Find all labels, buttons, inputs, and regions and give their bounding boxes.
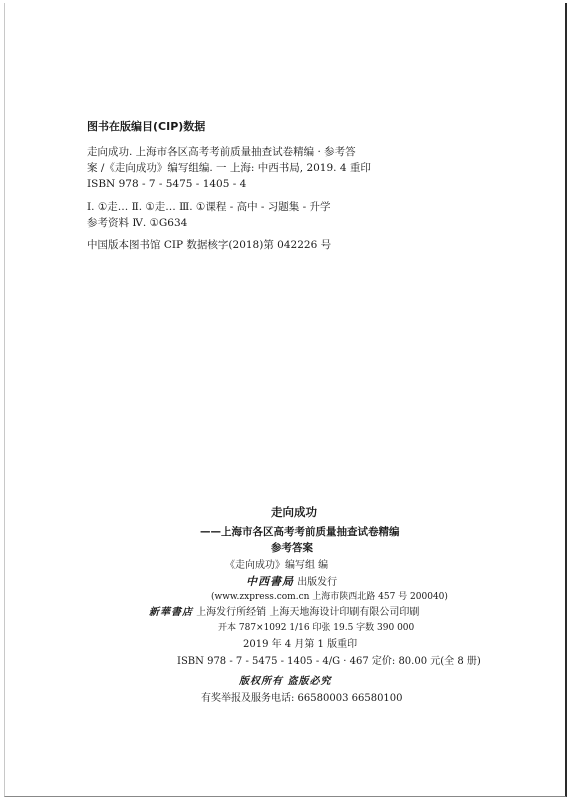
cip-isbn: ISBN 978 - 7 - 5475 - 1405 - 4 bbox=[87, 178, 247, 190]
publisher-logo: 中西書局 bbox=[246, 575, 294, 588]
cip-classification-1: I. ①走… Ⅱ. ①走… Ⅲ. ①课程 - 高中 - 习题集 - 升学 bbox=[87, 201, 331, 213]
cip-line-1: 走向成功. 上海市各区高考考前质量抽查试卷精编 · 参考答 bbox=[87, 146, 356, 158]
report-hotline: 有奖举报及服务电话: 66580003 66580100 bbox=[201, 693, 403, 704]
print-specs: 开本 787×1092 1/16 印张 19.5 字数 390 000 bbox=[218, 623, 415, 633]
rights-notice: 版权所有 盗版必究 bbox=[239, 676, 332, 687]
editor: 《走向成功》编写组 编 bbox=[225, 560, 329, 571]
distributor-line bbox=[149, 606, 419, 619]
cip-classification-2: 参考资料 Ⅳ. ①G634 bbox=[87, 217, 188, 229]
book-title: 走向成功 bbox=[271, 505, 317, 519]
distributor-text: 上海发行所经销 上海天地海设计印刷有限公司印刷 bbox=[196, 607, 420, 618]
isbn-price: ISBN 978 - 7 - 5475 - 1405 - 4/G · 467 定价: 80.00 元(全 8 册) bbox=[177, 656, 481, 667]
distributor-logo: 新華書店 bbox=[149, 607, 193, 618]
cip-line-2: 案 /《走向成功》编写组编. 一 上海: 中西书局, 2019. 4 重印 bbox=[87, 162, 371, 174]
publisher-address: (www.zxpress.com.cn 上海市陕西北路 457 号 200040) bbox=[211, 592, 448, 602]
cip-record-number: 中国版本图书馆 CIP 数据核字(2018)第 042226 号 bbox=[87, 239, 332, 251]
edition: 2019 年 4 月第 1 版重印 bbox=[243, 639, 358, 650]
cip-heading: 图书在版编目(CIP)数据 bbox=[87, 120, 206, 133]
publisher-suffix: 出版发行 bbox=[297, 577, 338, 588]
book-subtitle: ——上海市各区高考考前质量抽查试卷精编 bbox=[200, 526, 400, 538]
publisher-line bbox=[246, 575, 337, 589]
book-part: 参考答案 bbox=[271, 542, 313, 554]
